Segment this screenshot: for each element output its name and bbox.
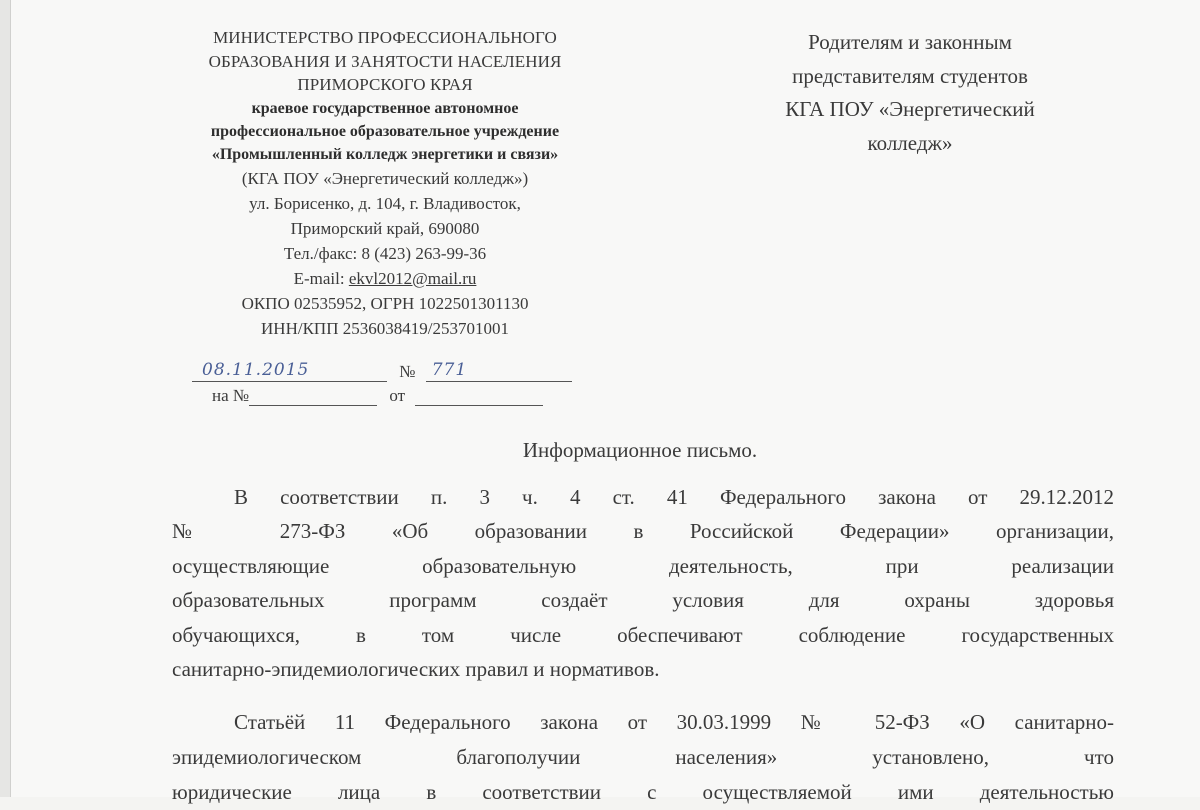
ref-label: на № xyxy=(212,386,250,405)
paragraph-2-line: эпидемиологическом благополучии населения» установлено, что xyxy=(172,745,1114,769)
ministry-line: МИНИСТЕРСТВО ПРОФЕССИОНАЛЬНОГО xyxy=(213,28,557,47)
phone: Тел./факс: 8 (423) 263-99-36 xyxy=(283,243,487,263)
okpo-ogrn: ОКПО 02535952, ОГРН 1022501301130 xyxy=(241,293,529,313)
short-name: (КГА ПОУ «Энергетический колледж») xyxy=(241,168,529,188)
email-link[interactable]: ekvl2012@mail.ru xyxy=(348,268,477,288)
page-edge xyxy=(0,0,11,797)
institution-line: краевое государственное автономное xyxy=(251,99,519,117)
addressee-line: КГА ПОУ «Энергетический xyxy=(785,97,1035,121)
handwritten-date: 08.11.2015 xyxy=(202,360,310,380)
email-line xyxy=(140,266,630,291)
letterhead xyxy=(140,26,630,341)
paragraph-1-line: обучающихся, в том числе обеспечивают соблюдение государственных xyxy=(172,623,1114,647)
institution-line: «Промышленный колледж энергетики и связи» xyxy=(211,145,559,163)
handwritten-number: 771 xyxy=(431,360,468,380)
email-label: E-mail: xyxy=(293,268,349,288)
ref-date-field xyxy=(415,387,543,406)
number-label: № xyxy=(399,362,416,381)
addressee-line: представителям студентов xyxy=(792,63,1028,88)
ministry-line: ОБРАЗОВАНИЯ И ЗАНЯТОСТИ НАСЕЛЕНИЯ xyxy=(208,51,562,71)
date-field xyxy=(192,360,387,382)
paragraph-2-line: Статьёй 11 Федерального закона от 30.03.1999 № 52-ФЗ «О санитарно- xyxy=(234,710,1114,734)
paragraph-1-line: санитарно-эпидемиологических правил и нормативов. xyxy=(172,657,660,681)
addressee-line: колледж» xyxy=(867,130,953,155)
addressee-line: Родителям и законным xyxy=(808,30,1012,54)
address-line: Приморский край, 690080 xyxy=(290,218,480,238)
reference-line xyxy=(212,386,543,406)
inn-kpp: ИНН/КПП 2536038419/253701001 xyxy=(261,318,509,338)
addressee xyxy=(700,26,1120,160)
paragraph-1-line: образовательных программ создаёт условия для охраны здоровья xyxy=(172,588,1114,612)
registration-line xyxy=(192,362,572,382)
address-line: ул. Борисенко, д. 104, г. Владивосток, xyxy=(249,193,521,213)
document-title: Информационное письмо. xyxy=(522,438,758,462)
paragraph-2-line: юридические лица в соответствии с осуществляемой ими деятельностью xyxy=(172,780,1114,804)
paragraph-1-line: В соответствии п. 3 ч. 4 ст. 41 Федерального закона от 29.12.2012 xyxy=(234,485,1114,509)
institution-line: профессиональное образовательное учреждение xyxy=(210,122,560,140)
ministry-line: ПРИМОРСКОГО КРАЯ xyxy=(297,75,473,94)
number-field xyxy=(426,360,572,382)
from-label: от xyxy=(389,386,406,405)
paragraph-1-line: № 273-ФЗ «Об образовании в Российской Федерации» организации, xyxy=(172,519,1114,543)
ref-number-field xyxy=(249,387,377,406)
paragraph-1-line: осуществляющие образовательную деятельность, при реализации xyxy=(172,554,1114,578)
